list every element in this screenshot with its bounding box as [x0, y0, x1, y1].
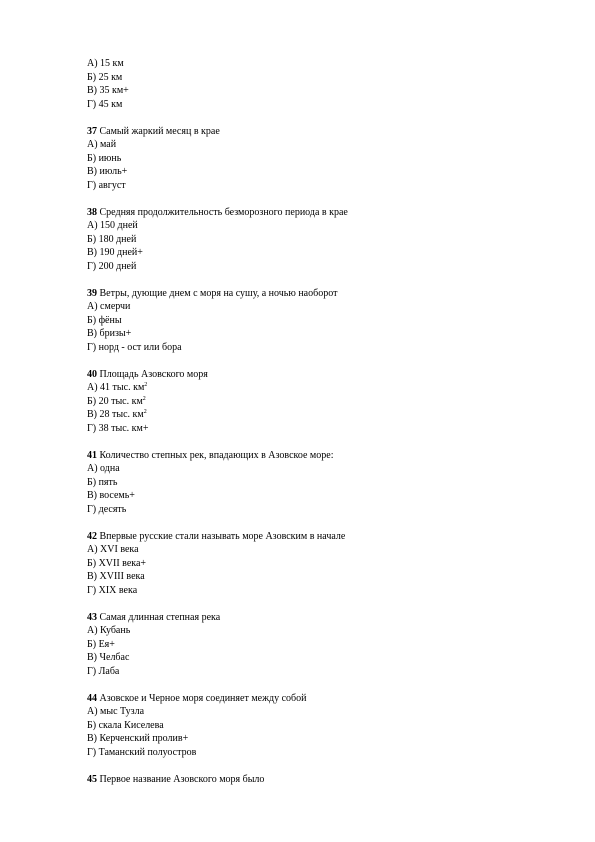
answer-option: Г) август	[87, 179, 126, 191]
answer-option	[87, 395, 557, 409]
question-block	[87, 368, 557, 436]
answer-option: А) май	[87, 139, 117, 150]
answer-option: В) 35 км+	[87, 85, 129, 96]
block-spacer	[87, 678, 557, 692]
question-heading	[87, 692, 557, 706]
question-number: 45	[87, 773, 97, 785]
question-heading	[87, 773, 557, 787]
question-number: 41	[87, 449, 97, 461]
answer-option	[87, 408, 557, 422]
block-spacer	[87, 192, 557, 206]
block-spacer	[87, 759, 557, 773]
answer-option: Г) XIX века	[87, 584, 138, 596]
answer-option: В) Челбас	[87, 652, 130, 663]
answer-option: Б) XVII века+	[87, 557, 147, 569]
answer-text: Г) 38 тыс. км+	[87, 422, 149, 434]
answer-option: В) Керченский пролив+	[87, 733, 189, 744]
question-block	[87, 206, 557, 274]
answer-option: В) восемь+	[87, 490, 135, 501]
question-text: Впервые русские стали называть море Азовским в начале	[97, 530, 346, 542]
question-text: Первое название Азовского моря было	[97, 773, 265, 785]
answer-option: В) XVIII века	[87, 571, 145, 582]
answer-option: Б) Ея+	[87, 638, 115, 650]
question-number: 42	[87, 530, 97, 542]
answer-option: А) одна	[87, 463, 120, 474]
answer-option: Г) 45 км	[87, 98, 123, 110]
question-number: 40	[87, 368, 97, 380]
question-number: 43	[87, 611, 97, 623]
question-block	[87, 125, 557, 193]
answer-option: Б) скала Киселева	[87, 719, 164, 731]
answer-option: Г) Лаба	[87, 665, 120, 677]
answer-option: Г) Таманский полуостров	[87, 746, 197, 758]
question-block	[87, 692, 557, 760]
block-spacer	[87, 516, 557, 530]
answer-option: Б) фёны	[87, 314, 122, 326]
question-heading	[87, 287, 557, 301]
answer-option: А) мыс Тузла	[87, 706, 145, 717]
block-spacer	[87, 111, 557, 125]
answer-option	[87, 422, 557, 436]
answer-option: Б) 25 км	[87, 71, 123, 83]
question-heading	[87, 368, 557, 382]
answer-option: В) июль+	[87, 166, 128, 177]
answer-option: А) 150 дней	[87, 220, 138, 231]
question-heading	[87, 125, 557, 139]
question-number: 39	[87, 287, 97, 299]
question-block	[87, 611, 557, 679]
question-text: Средняя продолжительность безморозного периода в крае	[97, 206, 348, 218]
question-text: Количество степных рек, впадающих в Азовское море:	[97, 449, 334, 461]
answer-option: Г) норд - ост или бора	[87, 341, 182, 353]
answer-option: А) Кубань	[87, 625, 131, 636]
block-spacer	[87, 354, 557, 368]
superscript: 2	[144, 382, 148, 388]
question-text: Площадь Азовского моря	[97, 368, 208, 380]
question-heading	[87, 449, 557, 463]
answer-option	[87, 381, 557, 395]
answer-text: В) 28 тыс. км	[87, 409, 144, 420]
question-block	[87, 530, 557, 598]
answer-option: Б) пять	[87, 476, 118, 488]
block-spacer	[87, 597, 557, 611]
answer-option: Б) июнь	[87, 152, 122, 164]
answer-option: В) 190 дней+	[87, 247, 143, 258]
answer-option: Г) 200 дней	[87, 260, 137, 272]
superscript: 2	[143, 409, 147, 415]
block-spacer	[87, 435, 557, 449]
question-heading	[87, 611, 557, 625]
answer-text: А) 41 тыс. км	[87, 382, 145, 393]
answer-option: А) смерчи	[87, 301, 131, 312]
answer-group	[87, 57, 557, 111]
question-block	[87, 287, 557, 355]
answer-option: Б) 180 дней	[87, 233, 137, 245]
answer-option: А) XVI века	[87, 544, 139, 555]
question-text: Самая длинная степная река	[97, 611, 221, 623]
question-heading	[87, 206, 557, 220]
superscript: 2	[142, 395, 146, 402]
question-text: Азовское и Черное моря соединяет между собой	[97, 692, 307, 704]
answer-option: А) 15 км	[87, 58, 124, 69]
question-text: Ветры, дующие днем с моря на сушу, а ночью наоборот	[97, 287, 338, 299]
question-number: 38	[87, 206, 97, 218]
question-number: 37	[87, 125, 97, 137]
answer-option: Г) десять	[87, 503, 127, 515]
answer-option: В) бризы+	[87, 328, 132, 339]
block-spacer	[87, 273, 557, 287]
question-number: 44	[87, 692, 97, 704]
question-heading	[87, 530, 557, 544]
question-block	[87, 449, 557, 517]
question-text: Самый жаркий месяц в крае	[97, 125, 220, 137]
question-block	[87, 773, 557, 787]
document-page	[87, 57, 557, 786]
answer-text: Б) 20 тыс. км	[87, 395, 143, 407]
